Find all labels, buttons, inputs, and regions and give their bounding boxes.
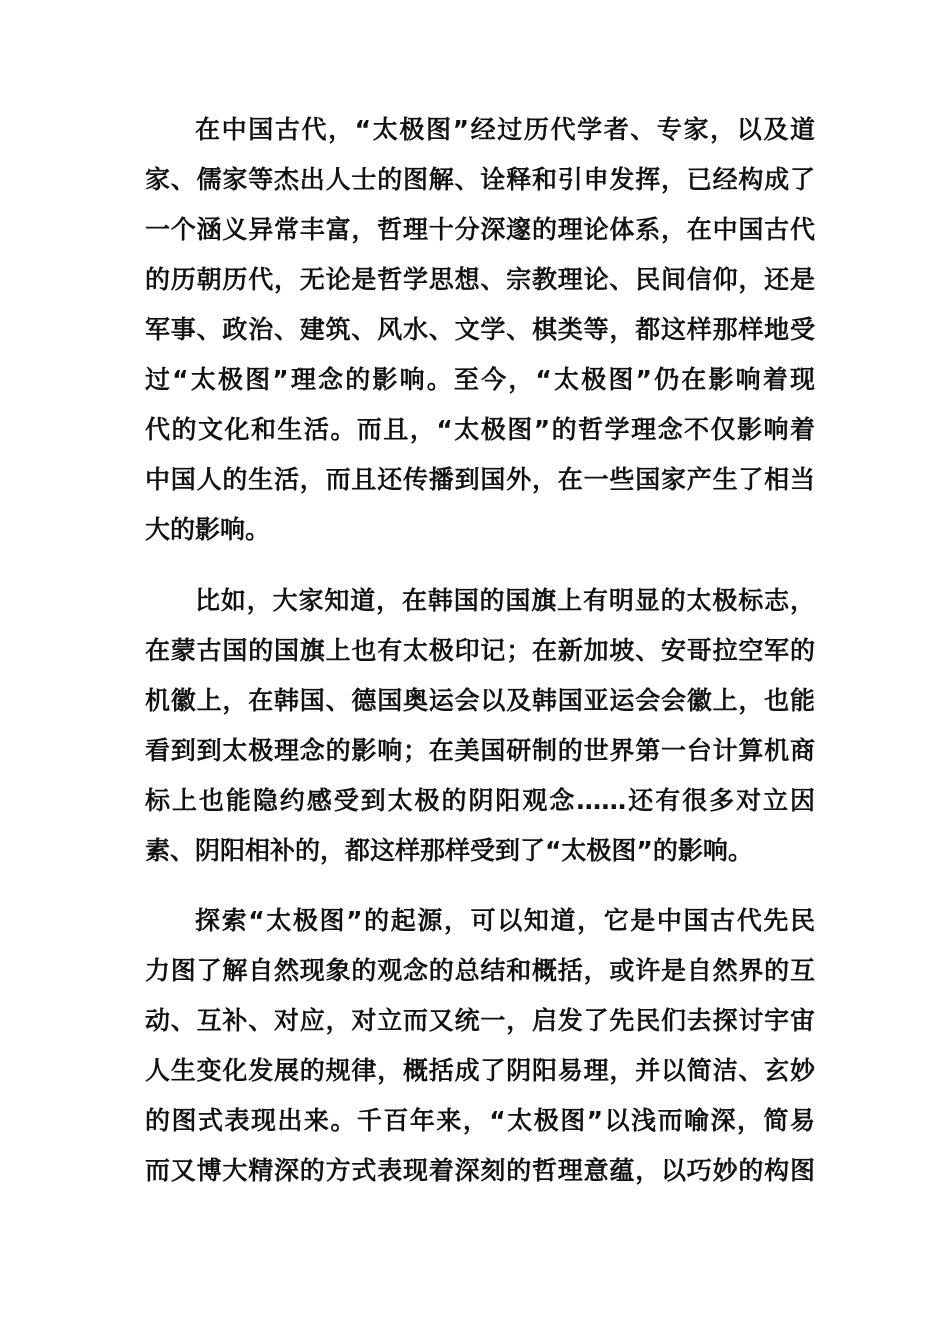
text-line: 中国人的生活，而且还传播到国外，在一些国家产生了相当 (145, 465, 815, 494)
text-line: 动、互补、对应，对立而又统一，启发了先民们去探讨宇宙 (145, 1006, 815, 1035)
text-line: 代的文化和生活。而且，“太极图”的哲学理念不仅影响着 (145, 415, 815, 444)
paragraph-2 (145, 576, 815, 876)
paragraph-3 (145, 896, 815, 1196)
text-line: 过“太极图”理念的影响。至今，“太极图”仍在影响着现 (145, 365, 815, 394)
text-line: 机徽上，在韩国、德国奥运会以及韩国亚运会会徽上，也能 (145, 686, 815, 715)
text-line: 在蒙古国的国旗上也有太极印记；在新加坡、安哥拉空军的 (145, 636, 815, 665)
text-line: 一个涵义异常丰富，哲理十分深邃的理论体系，在中国古代 (145, 215, 815, 244)
text-line: 大的影响。 (145, 515, 271, 544)
text-line: 的历朝历代，无论是哲学思想、宗教理论、民间信仰，还是 (145, 265, 815, 294)
text-line: 人生变化发展的规律，概括成了阴阳易理，并以简洁、玄妙 (145, 1056, 815, 1085)
text-line: 在中国古代，“太极图”经过历代学者、专家，以及道 (195, 115, 815, 144)
text-line: 素、阴阳相补的，都这样那样受到了“太极图”的影响。 (145, 836, 753, 865)
text-line: 比如，大家知道，在韩国的国旗上有明显的太极标志， (195, 586, 815, 615)
text-line: 家、儒家等杰出人士的图解、诠释和引申发挥，已经构成了 (145, 165, 815, 194)
paragraph-1 (145, 105, 815, 555)
text-line: 标上也能隐约感受到太极的阴阳观念……还有很多对立因 (145, 786, 815, 815)
text-line: 的图式表现出来。千百年来，“太极图”以浅而喻深，简易 (145, 1106, 815, 1135)
text-line: 军事、政治、建筑、风水、文学、棋类等，都这样那样地受 (145, 315, 815, 344)
text-line: 力图了解自然现象的观念的总结和概括，或许是自然界的互 (145, 956, 815, 985)
text-line: 探索“太极图”的起源，可以知道，它是中国古代先民 (195, 906, 815, 935)
text-line: 而又博大精深的方式表现着深刻的哲理意蕴，以巧妙的构图 (145, 1156, 815, 1185)
text-line: 看到到太极理念的影响；在美国研制的世界第一台计算机商 (145, 736, 815, 765)
